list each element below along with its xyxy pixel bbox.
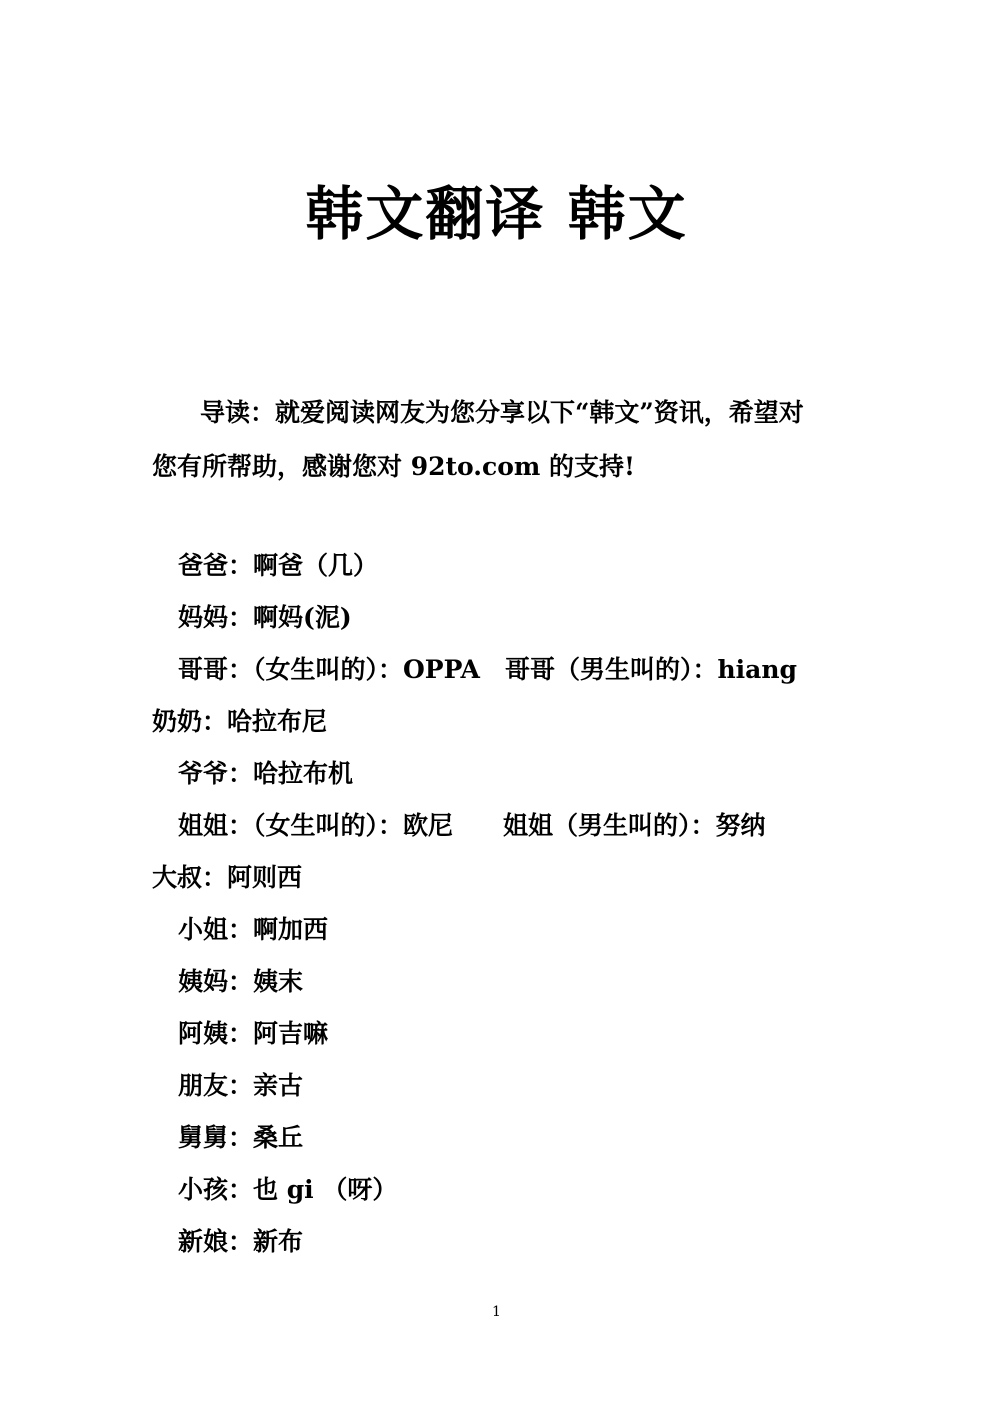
term-entry: 小姐：啊加西 xyxy=(178,915,329,944)
term-entry: 小孩：也 gi （呀） xyxy=(178,1175,398,1204)
term-entry: 阿姨：阿吉嘛 xyxy=(178,1019,329,1048)
term-entry: 朋友：亲古 xyxy=(178,1071,304,1100)
term-entry: 哥哥：（女生叫的）：OPPA 哥哥（男生叫的）：hiang xyxy=(178,655,797,684)
term-entry: 爷爷：哈拉布机 xyxy=(178,759,354,788)
document-title: 韩文翻译 韩文 xyxy=(305,180,688,248)
term-entry: 大叔：阿则西 xyxy=(152,863,303,892)
page-number: 1 xyxy=(492,1304,501,1320)
intro-paragraph xyxy=(152,386,852,494)
term-entry: 姨妈：姨末 xyxy=(178,967,304,996)
intro-line-2: 您有所帮助，感谢您对 92to.com 的支持! xyxy=(152,452,636,481)
term-list xyxy=(152,540,852,1268)
term-entry: 新娘：新布 xyxy=(178,1227,304,1256)
term-entry: 爸爸：啊爸（几） xyxy=(178,551,379,580)
term-entry: 姐姐：（女生叫的）：欧尼 姐姐（男生叫的）：努纳 xyxy=(178,811,766,840)
term-entry: 奶奶：哈拉布尼 xyxy=(152,707,328,736)
term-entry: 舅舅：桑丘 xyxy=(178,1123,304,1152)
term-entry: 妈妈：啊妈(泥) xyxy=(178,603,352,632)
intro-line-1: 导读：就爱阅读网友为您分享以下“韩文”资讯，希望对 xyxy=(200,398,804,427)
